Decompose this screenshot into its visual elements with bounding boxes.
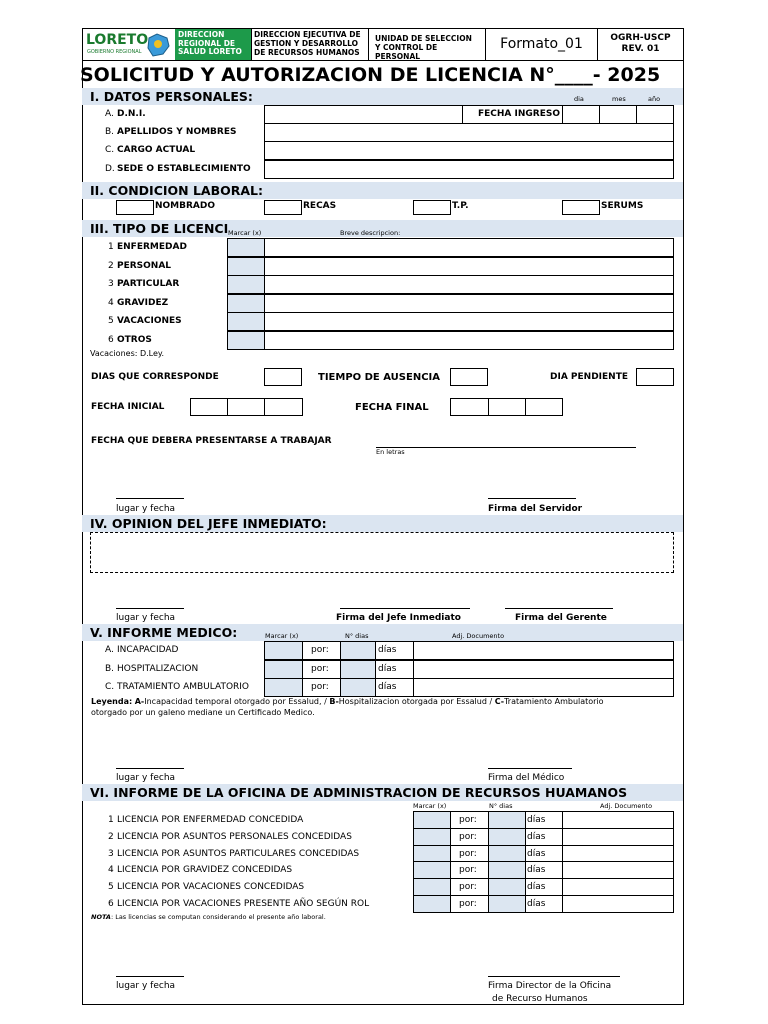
medico-mark[interactable] xyxy=(264,641,303,660)
s6-lugar-line[interactable] xyxy=(116,976,184,977)
nombrado-label: NOMBRADO xyxy=(155,201,216,211)
s6-lugar-label: lugar y fecha xyxy=(116,981,176,991)
dias-label: días xyxy=(378,663,397,674)
rrhh-adj-documento[interactable] xyxy=(562,811,674,829)
rrhh-adj-documento[interactable] xyxy=(562,861,674,879)
leyenda-label: Leyenda: xyxy=(91,697,133,706)
marcar-label: Marcar (x) xyxy=(228,229,262,237)
medico-adj-documento[interactable] xyxy=(413,641,674,660)
dias-cell xyxy=(525,811,563,829)
por-cell xyxy=(450,861,489,879)
leyenda-a-text: Incapacidad temporal otorgado por Essalud, / xyxy=(144,697,327,706)
nota-text: : Las licencias se computan considerando el presente año laboral. xyxy=(110,913,326,921)
medico-adj-documento[interactable] xyxy=(413,678,674,697)
fecha-ingreso-label xyxy=(462,105,563,124)
tiempo-ausencia-input[interactable] xyxy=(450,368,488,386)
rrhh-adj-documento[interactable] xyxy=(562,878,674,896)
s4-lugar-label: lugar y fecha xyxy=(116,613,176,623)
type-number: 3 xyxy=(108,279,114,289)
breve-label: Breve descripcion: xyxy=(340,229,401,237)
fecha-inicial-mes[interactable] xyxy=(227,398,265,416)
dias-label: días xyxy=(527,865,546,876)
por-label: por: xyxy=(459,848,477,859)
por-label: por: xyxy=(311,663,329,674)
rrhh-label: LICENCIA POR ASUNTOS PERSONALES CONCEDIDAS xyxy=(117,831,352,842)
type-number: 1 xyxy=(108,242,114,252)
por-label: por: xyxy=(459,899,477,909)
sede-label: SEDE O ESTABLECIMIENTO xyxy=(117,164,251,174)
en-letras-label: En letras xyxy=(376,448,405,456)
type-description-vacaciones[interactable] xyxy=(264,312,674,331)
firma-medico-line[interactable] xyxy=(488,768,572,769)
type-description-particular[interactable] xyxy=(264,275,674,294)
por-cell xyxy=(302,641,341,660)
type-label-enfermedad: ENFERMEDAD xyxy=(117,242,187,252)
leyenda-a: A- xyxy=(134,697,145,706)
apellidos-input[interactable] xyxy=(264,123,674,142)
medico-mark[interactable] xyxy=(264,678,303,697)
s5-lugar-label: lugar y fecha xyxy=(116,773,176,783)
rrhh-ndias[interactable] xyxy=(488,828,526,846)
s3-lugar-line[interactable] xyxy=(116,498,184,499)
tp-checkbox[interactable] xyxy=(413,200,451,215)
serums-checkbox[interactable] xyxy=(562,200,600,215)
type-mark-otros[interactable] xyxy=(227,331,265,350)
row-letter: B. xyxy=(105,127,115,137)
firma-servidor-label: Firma del Servidor xyxy=(488,504,583,514)
rrhh-ndias[interactable] xyxy=(488,845,526,863)
dias-cell xyxy=(525,845,563,863)
header-logo-box xyxy=(82,28,252,61)
firma-jefe-line[interactable] xyxy=(340,608,470,609)
firma-director-label-2: de Recurso Humanos xyxy=(492,994,588,1004)
logo: LORETO xyxy=(86,32,149,48)
medico-mark[interactable] xyxy=(264,660,303,679)
s6-adj-label: Adj. Documento xyxy=(600,802,653,810)
firma-medico-label: Firma del Médico xyxy=(488,773,565,783)
recas-checkbox[interactable] xyxy=(264,200,302,215)
row-letter: A. xyxy=(105,109,114,119)
row-letter: C. xyxy=(105,682,115,692)
dia-pendiente-input[interactable] xyxy=(636,368,674,386)
s5-ndias-label: N° dias xyxy=(345,632,369,640)
fecha-ingreso-text: FECHA INGRESO xyxy=(477,109,560,119)
dias-corresponde-input[interactable] xyxy=(264,368,302,386)
type-label-vacaciones: VACACIONES xyxy=(117,316,182,326)
rrhh-label: LICENCIA POR GRAVIDEZ CONCEDIDAS xyxy=(117,865,293,876)
type-number: 5 xyxy=(108,316,114,326)
type-number: 6 xyxy=(108,334,114,345)
nota xyxy=(91,913,326,921)
rrhh-label: LICENCIA POR ASUNTOS PARTICULARES CONCEDIDAS xyxy=(117,848,360,859)
rrhh-label: LICENCIA POR VACACIONES CONCEDIDAS xyxy=(117,882,305,893)
date-label-mes: mes xyxy=(612,95,626,103)
formato-text: Formato_01 xyxy=(500,36,583,52)
date-label-ano: año xyxy=(648,95,661,103)
region-map-icon xyxy=(145,32,171,58)
s3-lugar-label: lugar y fecha xyxy=(116,504,176,514)
type-label-personal: PERSONAL xyxy=(117,260,172,271)
section-3-title-text: III. TIPO DE LICENCI xyxy=(90,221,229,236)
fecha-presentarse-label: FECHA QUE DEBERA PRESENTARSE A TRABAJAR xyxy=(91,436,332,446)
dias-cell xyxy=(525,878,563,896)
rrhh-ndias[interactable] xyxy=(488,811,526,829)
page-title: SOLICITUD Y AUTORIZACION DE LICENCIA N°____- 2025 xyxy=(80,64,661,86)
dias-cell xyxy=(375,678,414,697)
dias-label: días xyxy=(378,682,397,692)
type-description-enfermedad[interactable] xyxy=(264,238,674,257)
tp-label: T.P. xyxy=(452,201,469,211)
firma-jefe-label: Firma del Jefe Inmediato xyxy=(336,613,461,623)
dias-label: días xyxy=(527,848,546,859)
rrhh-ndias[interactable] xyxy=(488,861,526,879)
s6-marcar-label: Marcar (x) xyxy=(413,802,447,810)
firma-director-label: Firma Director de la Oficina xyxy=(488,981,612,991)
dias-cell xyxy=(525,861,563,879)
por-cell xyxy=(302,678,341,697)
medico-adj-documento[interactable] xyxy=(413,660,674,679)
medico-ndias[interactable] xyxy=(340,641,376,660)
ingreso-mes-input[interactable] xyxy=(599,105,637,124)
section-5-title: V. INFORME MEDICO: xyxy=(82,624,683,641)
leyenda-b: B- xyxy=(329,697,339,706)
fecha-final-mes[interactable] xyxy=(488,398,526,416)
medico-label: HOSPITALIZACION xyxy=(117,663,199,674)
fecha-final-ano[interactable] xyxy=(525,398,563,416)
direccion-ejecutiva-text: DIRECCION EJECUTIVA DE GESTION Y DESARROLLO DE RECURSOS HUMANOS xyxy=(254,30,361,57)
rrhh-ndias[interactable] xyxy=(488,878,526,896)
type-mark-vacaciones[interactable] xyxy=(227,312,265,331)
nota-label: NOTA xyxy=(91,913,111,921)
type-description-otros[interactable] xyxy=(264,331,674,350)
type-mark-gravidez[interactable] xyxy=(227,294,265,313)
row-number: 4 xyxy=(108,865,114,876)
tiempo-ausencia-label: TIEMPO DE AUSENCIA xyxy=(318,372,441,383)
unidad-text: UNIDAD DE SELECCION Y CONTROL DE PERSONAL xyxy=(375,34,472,61)
row-letter: A. xyxy=(105,645,114,655)
por-cell xyxy=(450,895,489,913)
firma-gerente-line[interactable] xyxy=(505,608,613,609)
por-label: por: xyxy=(311,682,329,692)
s5-adj-label: Adj. Documento xyxy=(452,632,505,640)
dias-label: días xyxy=(527,882,546,893)
rrhh-adj-documento[interactable] xyxy=(562,828,674,846)
firma-servidor-line[interactable] xyxy=(488,498,576,499)
type-mark-particular[interactable] xyxy=(227,275,265,294)
medico-ndias[interactable] xyxy=(340,660,376,679)
direccion-regional-text: DIRECCION REGIONAL DE SALUD LORETO xyxy=(178,30,242,56)
section-1-title: I. DATOS PERSONALES: xyxy=(82,88,683,105)
dia-pendiente-label: DIA PENDIENTE xyxy=(550,372,628,382)
fecha-inicial-dia[interactable] xyxy=(190,398,228,416)
type-description-gravidez[interactable] xyxy=(264,294,674,313)
medico-label: TRATAMIENTO AMBULATORIO xyxy=(117,682,250,692)
por-label: por: xyxy=(459,815,477,825)
vacaciones-note: Vacaciones: D.Ley. xyxy=(90,349,165,358)
section-4-title: IV. OPINION DEL JEFE INMEDIATO: xyxy=(82,515,683,532)
unidad-box xyxy=(368,28,486,61)
row-letter: D. xyxy=(105,164,115,174)
rrhh-label: LICENCIA POR ENFERMEDAD CONCEDIDA xyxy=(117,815,304,825)
type-label-otros: OTROS xyxy=(117,334,152,345)
row-number: 5 xyxy=(108,882,114,893)
sede-input[interactable] xyxy=(264,160,674,179)
s5-marcar-label: Marcar (x) xyxy=(265,632,299,640)
leyenda-c: C- xyxy=(494,697,505,706)
type-number: 4 xyxy=(108,297,114,308)
ingreso-ano-input[interactable] xyxy=(636,105,674,124)
por-cell xyxy=(450,845,489,863)
fecha-final-label: FECHA FINAL xyxy=(355,402,429,413)
s5-lugar-line[interactable] xyxy=(116,768,184,769)
dni-input[interactable] xyxy=(264,105,463,124)
rrhh-adj-documento[interactable] xyxy=(562,845,674,863)
ingreso-dia-input[interactable] xyxy=(562,105,600,124)
formato-box xyxy=(485,28,598,61)
dias-label: días xyxy=(527,815,546,825)
dias-cell xyxy=(375,641,414,660)
dias-label: días xyxy=(527,831,546,842)
row-number: 6 xyxy=(108,899,114,909)
type-description-personal[interactable] xyxy=(264,257,674,276)
s6-ndias-label: N° dias xyxy=(489,802,513,810)
row-number: 1 xyxy=(108,815,114,825)
rrhh-label: LICENCIA POR VACACIONES PRESENTE AÑO SEGÚN ROL xyxy=(117,899,370,909)
section-2-title: II. CONDICION LABORAL: xyxy=(82,182,683,199)
logo-subtitle: GOBIERNO REGIONAL xyxy=(87,49,142,55)
type-mark-personal[interactable] xyxy=(227,257,265,276)
rrhh-mark[interactable] xyxy=(413,845,451,863)
leyenda-c-text: Tratamiento Ambulatorio xyxy=(504,697,604,706)
medico-ndias[interactable] xyxy=(340,678,376,697)
rrhh-mark[interactable] xyxy=(413,828,451,846)
fecha-inicial-label: FECHA INICIAL xyxy=(91,402,165,412)
dias-label: días xyxy=(527,899,546,909)
leyenda-b-text: Hospitalizacion otorgada por Essalud / xyxy=(338,697,493,706)
rrhh-mark[interactable] xyxy=(413,861,451,879)
dni-label: D.N.I. xyxy=(117,109,146,119)
row-letter: C. xyxy=(105,145,115,155)
fecha-presentarse-line[interactable] xyxy=(376,447,636,448)
cargo-label: CARGO ACTUAL xyxy=(117,145,196,155)
code-text: OGRH-USCP xyxy=(610,33,671,43)
por-label: por: xyxy=(459,865,477,876)
por-label: por: xyxy=(311,645,329,655)
direccion-ejecutiva-box xyxy=(251,28,369,61)
type-mark-enfermedad[interactable] xyxy=(227,238,265,257)
por-label: por: xyxy=(459,882,477,893)
s4-lugar-line[interactable] xyxy=(116,608,184,609)
firma-director-line[interactable] xyxy=(488,976,620,977)
cargo-input[interactable] xyxy=(264,141,674,160)
row-number: 3 xyxy=(108,848,114,859)
dias-cell xyxy=(375,660,414,679)
rrhh-adj-documento[interactable] xyxy=(562,895,674,913)
dias-label: días xyxy=(378,645,397,655)
dias-cell xyxy=(525,895,563,913)
row-number: 2 xyxy=(108,831,114,842)
fecha-inicial-ano[interactable] xyxy=(264,398,303,416)
type-label-gravidez: GRAVIDEZ xyxy=(117,297,169,308)
date-label-dia: dia xyxy=(574,95,584,103)
rev-text: REV. 01 xyxy=(621,44,660,54)
dias-corresponde-label: DIAS QUE CORRESPONDE xyxy=(91,372,219,382)
por-label: por: xyxy=(459,831,477,842)
apellidos-label: APELLIDOS Y NOMBRES xyxy=(117,127,237,137)
rrhh-mark[interactable] xyxy=(413,878,451,896)
por-cell xyxy=(302,660,341,679)
firma-gerente-label: Firma del Gerente xyxy=(515,613,607,623)
code-box xyxy=(597,28,684,61)
recas-label: RECAS xyxy=(303,201,337,211)
type-number: 2 xyxy=(108,260,114,271)
leyenda-line2: otorgado por un galeno mediane un Certificado Medico. xyxy=(91,708,315,717)
section-6-title: VI. INFORME DE LA OFICINA DE ADMINISTRACION DE RECURSOS HUAMANOS xyxy=(82,784,683,801)
medico-label: INCAPACIDAD xyxy=(117,645,179,655)
row-letter: B. xyxy=(105,663,115,674)
nombrado-checkbox[interactable] xyxy=(116,200,154,215)
fecha-final-dia[interactable] xyxy=(450,398,489,416)
por-cell xyxy=(450,828,489,846)
rrhh-mark[interactable] xyxy=(413,811,451,829)
direccion-regional-box xyxy=(175,29,252,60)
type-label-particular: PARTICULAR xyxy=(117,279,180,289)
leyenda-line1 xyxy=(91,697,604,706)
opinion-textarea[interactable] xyxy=(90,532,674,573)
por-cell xyxy=(450,811,489,829)
por-cell xyxy=(450,878,489,896)
serums-label: SERUMS xyxy=(601,201,644,211)
dias-cell xyxy=(525,828,563,846)
rrhh-ndias[interactable] xyxy=(488,895,526,913)
rrhh-mark[interactable] xyxy=(413,895,451,913)
